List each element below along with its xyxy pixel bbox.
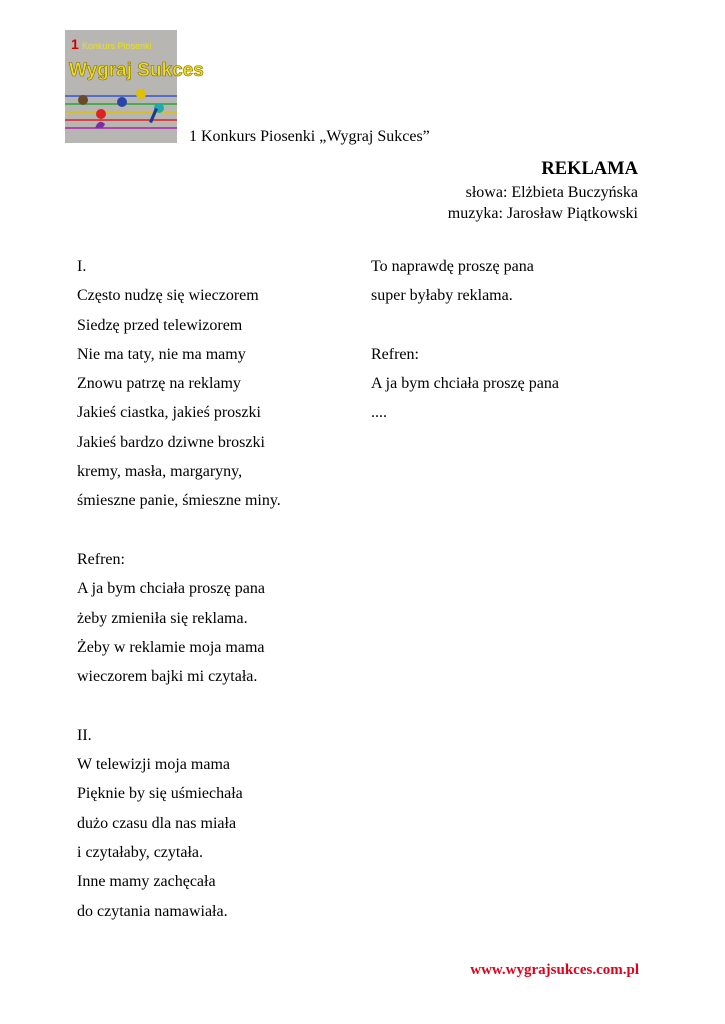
lyric-line: Często nudzę się wieczorem <box>77 287 259 305</box>
contest-header-title: 1 Konkurs Piosenki „Wygraj Sukces” <box>189 128 430 145</box>
music-credit: muzyka: Jarosław Piątkowski <box>447 205 638 222</box>
logo-number: 1 <box>71 36 79 52</box>
song-title-block <box>448 157 638 224</box>
lyric-line: Pięknie by się uśmiechała <box>77 785 243 803</box>
lyric-line: Jakieś bardzo dziwne broszki <box>77 433 265 451</box>
lyric-line <box>77 516 357 545</box>
lyric-line: A ja bym chciała proszę pana <box>371 375 559 393</box>
logo-small-text: Konkurs Piosenki <box>82 41 152 51</box>
lyric-line: Żeby w reklamie moja mama <box>77 638 265 656</box>
lyric-line: Refren: <box>371 345 419 363</box>
song-title: REKLAMA <box>541 159 638 179</box>
lyric-line: kremy, masła, margaryny, <box>77 463 243 481</box>
lyric-line: wieczorem bajki mi czytała. <box>77 668 258 686</box>
lyric-line: W telewizji moja mama <box>77 756 230 774</box>
lyric-line: Nie ma taty, nie ma mamy <box>77 345 246 363</box>
contest-logo-graphic <box>65 30 204 143</box>
lyric-line: To naprawdę proszę pana <box>371 258 534 275</box>
lyric-line: .... <box>371 404 387 422</box>
lyric-line: Refren: <box>77 550 125 568</box>
lyric-line: Znowu patrzę na reklamy <box>77 375 241 393</box>
lyrics-credit: słowa: Elżbieta Buczyńska <box>465 184 638 201</box>
footer-website-link[interactable]: www.wygrajsukces.com.pl <box>470 962 639 978</box>
lyrics-right-column <box>371 252 641 428</box>
lyric-line: Jakieś ciastka, jakieś proszki <box>77 404 261 422</box>
lyric-line: A ja bym chciała proszę pana <box>77 580 265 598</box>
logo-big-text: Wygraj Sukces <box>69 60 204 81</box>
lyric-line <box>77 691 357 720</box>
lyric-line: II. <box>77 726 92 744</box>
lyric-line: dużo czasu dla nas miała <box>77 814 237 832</box>
lyric-line <box>371 311 641 340</box>
lyric-line: super byłaby reklama. <box>371 287 513 305</box>
lyric-line: do czytania namawiała. <box>77 902 228 920</box>
contest-logo <box>65 30 204 143</box>
lyric-line: I. <box>77 258 87 275</box>
lyric-line: Siedzę przed telewizorem <box>77 316 243 334</box>
lyrics-left-column <box>77 252 357 926</box>
lyric-line: żeby zmieniła się reklama. <box>77 609 248 627</box>
lyric-line: i czytałaby, czytała. <box>77 843 203 861</box>
lyric-line: śmieszne panie, śmieszne miny. <box>77 492 281 510</box>
lyric-line: Inne mamy zachęcała <box>77 873 216 891</box>
